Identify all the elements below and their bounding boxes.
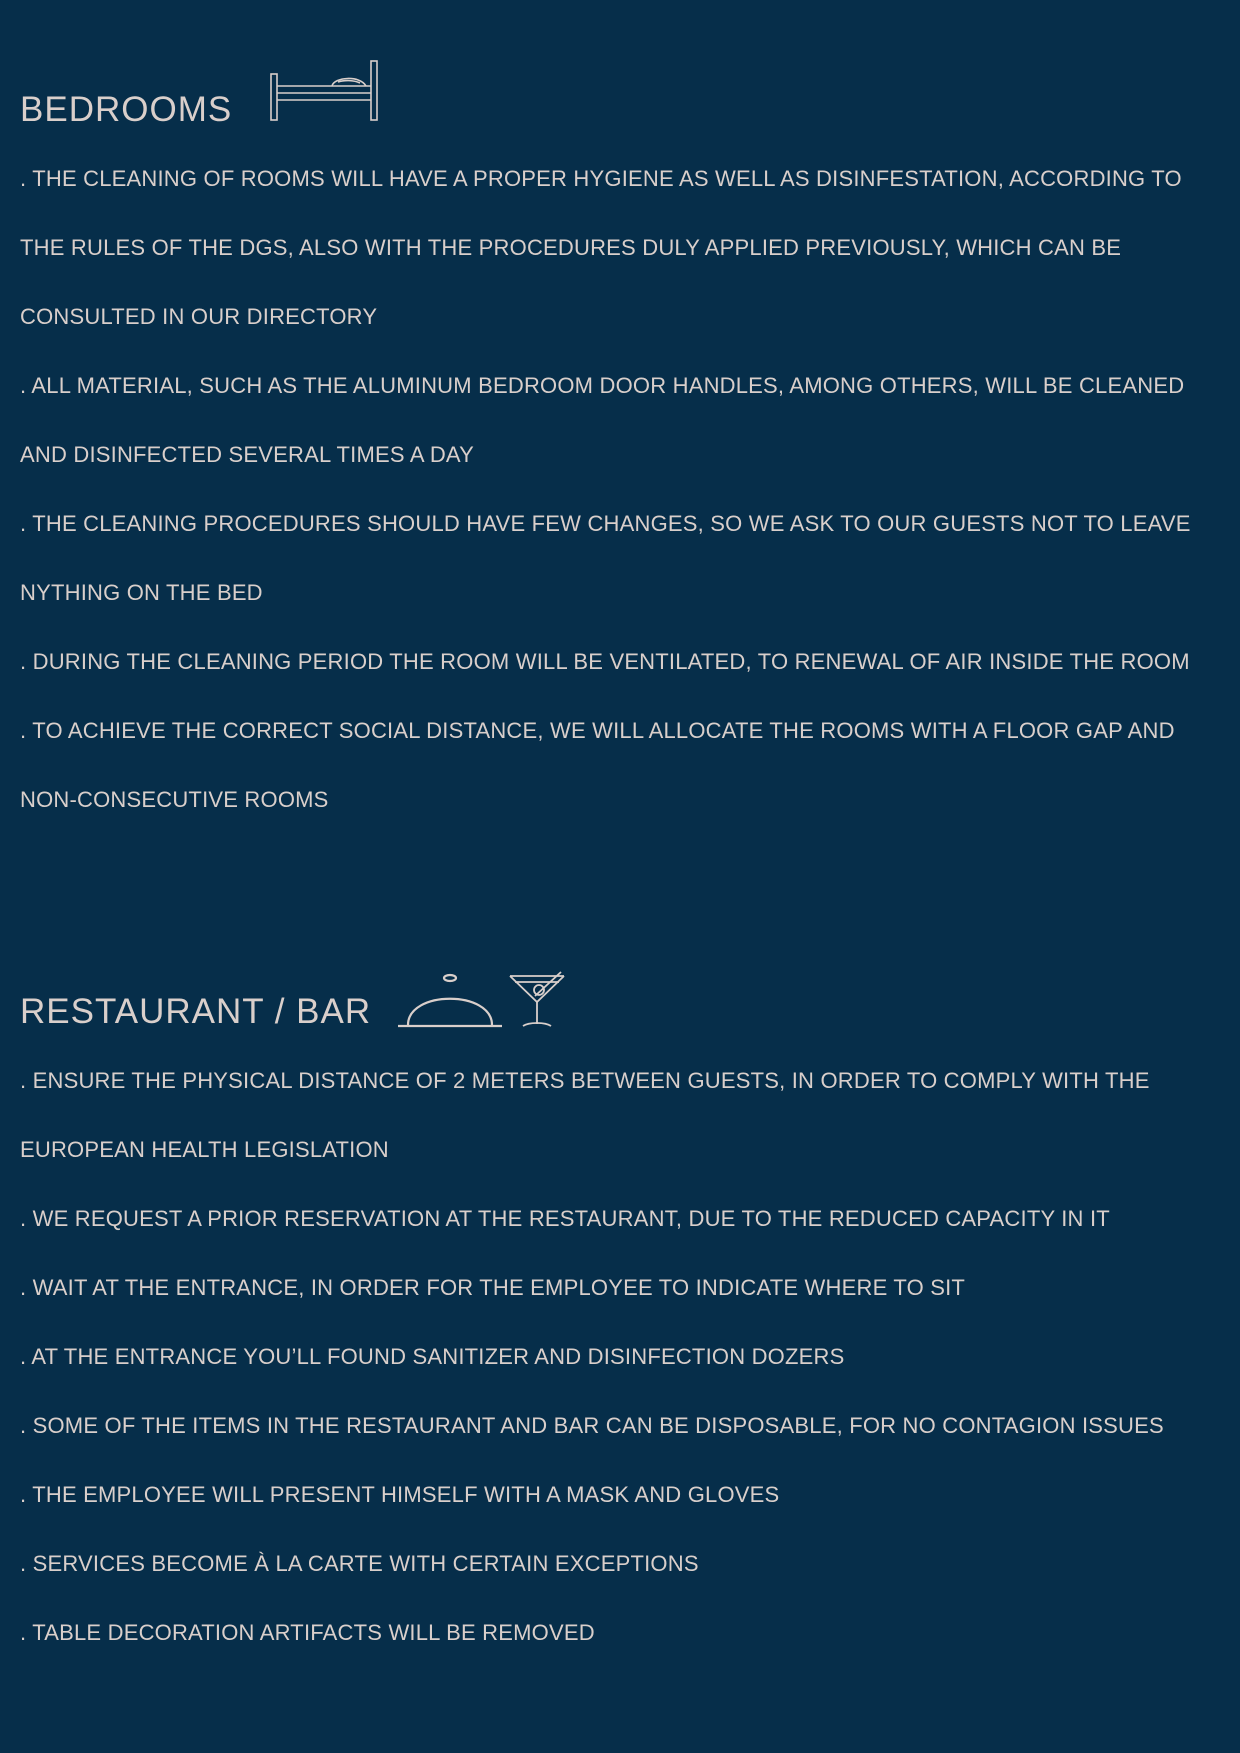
- list-item: . DURING THE CLEANING PERIOD THE ROOM WILL BE VENTILATED, TO RENEWAL OF AIR INSIDE THE ROOM: [20, 649, 1190, 674]
- restaurant-section: [20, 962, 1230, 1667]
- cloche-icon: [396, 970, 504, 1037]
- list-item: . THE EMPLOYEE WILL PRESENT HIMSELF WITH A MASK AND GLOVES: [20, 1482, 780, 1507]
- list-item: . SERVICES BECOME À LA CARTE WITH CERTAIN EXCEPTIONS: [20, 1551, 699, 1576]
- list-item: . WE REQUEST A PRIOR RESERVATION AT THE RESTAURANT, DUE TO THE REDUCED CAPACITY IN IT: [20, 1206, 1110, 1231]
- list-item: . WAIT AT THE ENTRANCE, IN ORDER FOR THE EMPLOYEE TO INDICATE WHERE TO SIT: [20, 1275, 966, 1300]
- list-item: . TO ACHIEVE THE CORRECT SOCIAL DISTANCE, WE WILL ALLOCATE THE ROOMS WITH A FLOOR GAP AND NON-CONSECUTIVE ROOMS: [20, 718, 1175, 812]
- bedrooms-list: [20, 144, 1230, 834]
- cocktail-icon: [507, 970, 567, 1037]
- list-item: . THE CLEANING PROCEDURES SHOULD HAVE FEW CHANGES, SO WE ASK TO OUR GUESTS NOT TO LEAVE NYTHING ON THE BED: [20, 511, 1191, 605]
- restaurant-heading-row: [20, 962, 1230, 1032]
- list-item: . ALL MATERIAL, SUCH AS THE ALUMINUM BEDROOM DOOR HANDLES, AMONG OTHERS, WILL BE CLEANED AND DISINFECTED SEVERAL TIMES A DAY: [20, 373, 1185, 467]
- restaurant-title: RESTAURANT / BAR: [20, 992, 372, 1031]
- restaurant-list: [20, 1046, 1230, 1667]
- list-item: . TABLE DECORATION ARTIFACTS WILL BE REMOVED: [20, 1620, 595, 1645]
- list-item: . SOME OF THE ITEMS IN THE RESTAURANT AND BAR CAN BE DISPOSABLE, FOR NO CONTAGION ISSUES: [20, 1413, 1164, 1438]
- bedrooms-title: BEDROOMS: [20, 90, 233, 129]
- list-item: . AT THE ENTRANCE YOU’LL FOUND SANITIZER AND DISINFECTION DOZERS: [20, 1344, 845, 1369]
- list-item: . ENSURE THE PHYSICAL DISTANCE OF 2 METERS BETWEEN GUESTS, IN ORDER TO COMPLY WITH THE EUROPEAN HEALTH LEGISLATION: [20, 1068, 1150, 1162]
- list-item: . THE CLEANING OF ROOMS WILL HAVE A PROPER HYGIENE AS WELL AS DISINFESTATION, ACCORDING TO THE RULES OF THE DGS, ALSO WITH THE PROCEDURES DULY APPLIED PREVIOUSLY, WHICH CAN BE CONSULTED IN OUR DIRECTORY: [20, 166, 1182, 329]
- bedrooms-heading-row: [20, 58, 1230, 130]
- bedrooms-section: [20, 58, 1230, 834]
- bed-icon: [270, 60, 378, 127]
